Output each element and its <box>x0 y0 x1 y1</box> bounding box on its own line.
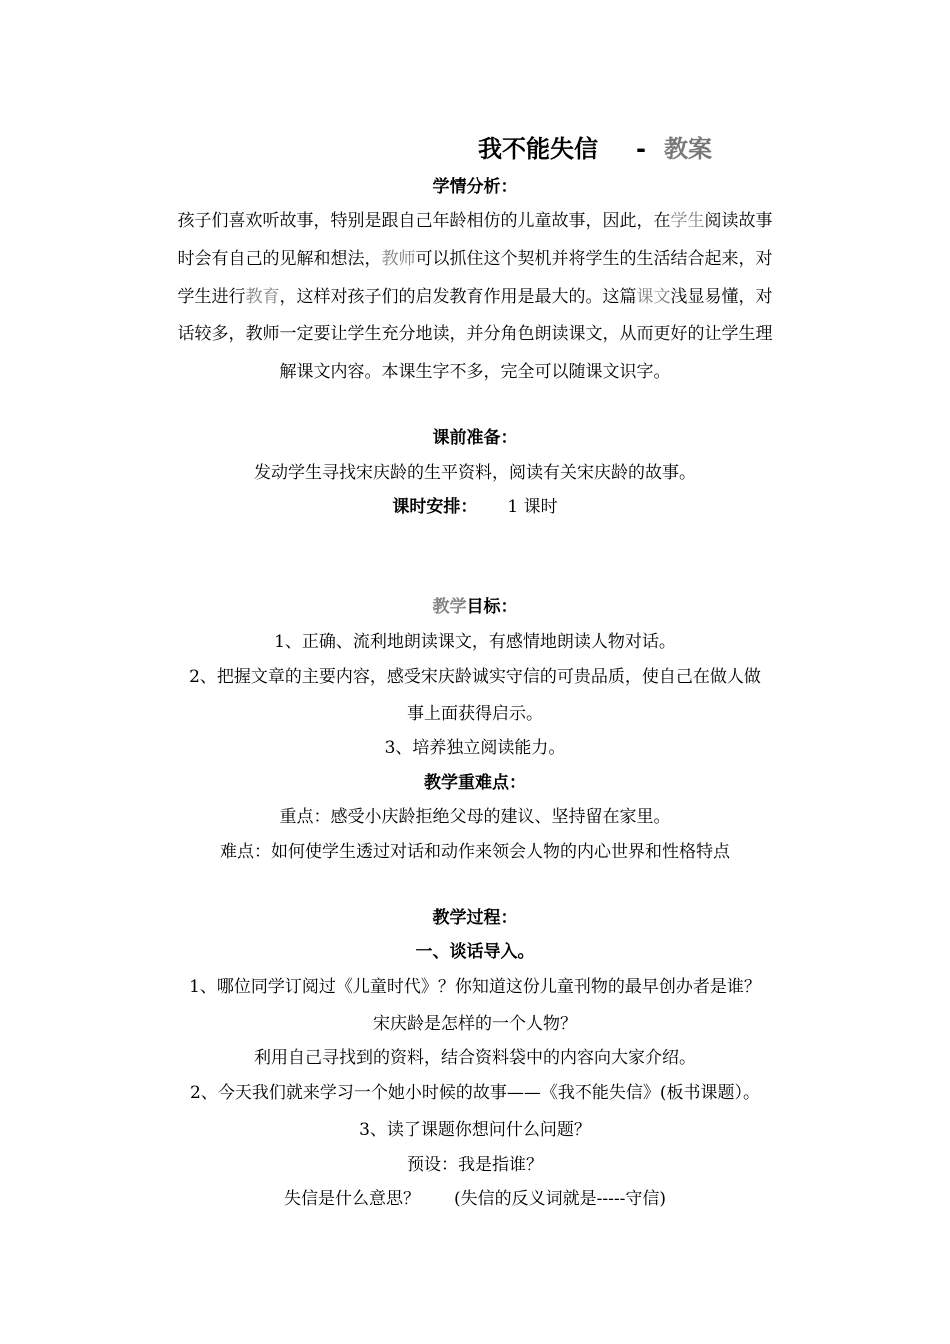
process-section-1: 一、谈话导入。 <box>415 942 535 962</box>
process-step: 预设：我是指谁？ <box>407 1155 543 1175</box>
title-main: 我不能失信 <box>478 135 598 163</box>
process-step: 3、读了课题你想问什么问题？ <box>359 1120 591 1140</box>
process-step: 2、今天我们就来学习一个她小时候的故事——《我不能失信》(板书课题）。 <box>190 1083 760 1103</box>
process-step: 失信是什么意思？ (失信的反义词就是-----守信) <box>284 1189 666 1209</box>
lesson-time-label: 课时安排： <box>392 497 478 517</box>
goals-heading <box>0 596 950 618</box>
keypoints-heading: 教学重难点： <box>424 773 526 793</box>
goal-1: 1、正确、流利地朗读课文，有感情地朗读人物对话。 <box>274 632 676 652</box>
analysis-text: ，这样对孩子们的启发教育作用是最大的。这篇 <box>279 287 637 307</box>
analysis-text: 可以抓住这个契机并将学生的生活结合起来，对 <box>415 249 773 269</box>
goal-3: 3、培养独立阅读能力。 <box>384 738 566 758</box>
analysis-line-2 <box>0 248 950 270</box>
process-step: 1、哪位同学订阅过《儿童时代》？你知道这份儿童刊物的最早创办者是谁？ <box>189 977 761 997</box>
analysis-link-student: 学生 <box>670 211 705 231</box>
analysis-text: 孩子们喜欢听故事，特别是跟自己年龄相仿的儿童故事，因此，在 <box>177 211 671 231</box>
analysis-link-education: 教育 <box>245 287 280 307</box>
analysis-link-teacher: 教师 <box>381 249 416 269</box>
analysis-line-3 <box>0 286 950 308</box>
analysis-line-5: 解课文内容。本课生字不多，完全可以随课文识字。 <box>279 362 671 382</box>
title-separator: - <box>636 135 646 163</box>
lesson-time <box>0 496 950 518</box>
process-step: 宋庆龄是怎样的一个人物？ <box>373 1014 577 1034</box>
analysis-line-4: 话较多，教师一定要让学生充分地读，并分角色朗读课文，从而更好的让学生理 <box>177 324 773 344</box>
goals-heading-text: 目标： <box>466 597 518 617</box>
goal-2: 2、把握文章的主要内容，感受宋庆龄诚实守信的可贵品质，使自己在做人做 <box>189 667 761 687</box>
analysis-text: 时会有自己的见解和想法， <box>177 249 382 269</box>
process-step: 利用自己寻找到的资料，结合资料袋中的内容向大家介绍。 <box>254 1048 696 1068</box>
prep-text: 发动学生寻找宋庆龄的生平资料，阅读有关宋庆龄的故事。 <box>254 463 696 483</box>
key-point: 重点：感受小庆龄拒绝父母的建议、坚持留在家里。 <box>279 807 671 827</box>
goals-heading-link: 教学 <box>432 597 467 617</box>
analysis-text: 阅读故事 <box>704 211 773 231</box>
difficult-point: 难点：如何使学生透过对话和动作来领会人物的内心世界和性格特点 <box>220 842 730 862</box>
prep-heading: 课前准备： <box>432 428 518 448</box>
lesson-time-value: 1 课时 <box>507 497 558 517</box>
goal-2-cont: 事上面获得启示。 <box>407 704 543 724</box>
analysis-line-1 <box>0 210 950 232</box>
analysis-text: 学生进行 <box>177 287 246 307</box>
analysis-link-text: 课文 <box>636 287 671 307</box>
title-sub: 教案 <box>664 135 712 163</box>
process-heading: 教学过程： <box>432 908 518 928</box>
analysis-heading: 学情分析： <box>432 177 518 197</box>
analysis-text: 浅显易懂，对 <box>670 287 773 307</box>
